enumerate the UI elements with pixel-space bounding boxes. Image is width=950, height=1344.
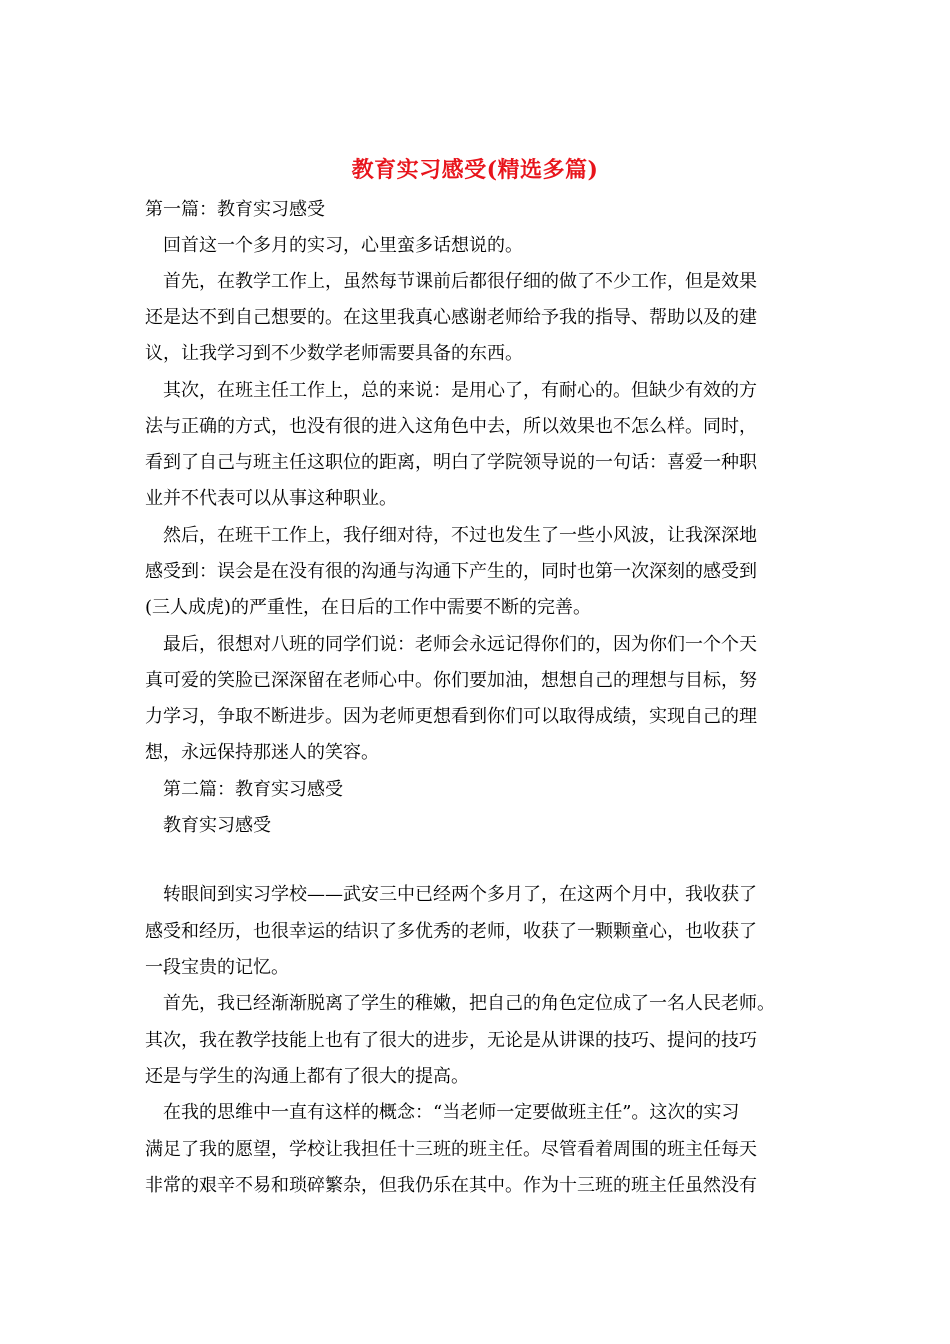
text-line: 法与正确的方式，也没有很的进入这角色中去，所以效果也不怎么样。同时， (145, 416, 757, 437)
text-line: 第一篇：教育实习感受 (145, 199, 325, 220)
text-line: 转眼间到实习学校——武安三中已经两个多月了，在这两个月中，我收获了 (145, 884, 757, 905)
text-line: 首先，在教学工作上，虽然每节课前后都很仔细的做了不少工作，但是效果 (145, 271, 757, 292)
text-line: 感受到：误会是在没有很的沟通与沟通下产生的，同时也第一次深刻的感受到 (145, 561, 757, 582)
section-heading: 第二篇：教育实习感受 (145, 779, 343, 800)
text-line: 真可爱的笑脸已深深留在老师心中。你们要加油，想想自己的理想与目标，努 (145, 670, 757, 691)
text-line: 满足了我的愿望，学校让我担任十三班的班主任。尽管看着周围的班主任每天 (145, 1139, 757, 1160)
text-line: (三人成虎)的严重性，在日后的工作中需要不断的完善。 (145, 597, 592, 618)
text-line: 看到了自己与班主任这职位的距离，明白了学院领导说的一句话：喜爱一种职 (145, 452, 757, 473)
section-subheading: 教育实习感受 (145, 815, 271, 836)
text-line: 在我的思维中一直有这样的概念：“当老师一定要做班主任”。这次的实习 (145, 1102, 740, 1123)
text-line: 最后，很想对八班的同学们说：老师会永远记得你们的，因为你们一个个天 (145, 634, 757, 655)
text-line: 其次，我在教学技能上也有了很大的进步，无论是从讲课的技巧、提问的技巧 (145, 1030, 757, 1051)
text-line: 回首这一个多月的实习，心里蛮多话想说的。 (145, 235, 523, 256)
text-line: 还是达不到自己想要的。在这里我真心感谢老师给予我的指导、帮助以及的建 (145, 307, 757, 328)
text-line: 然后，在班干工作上，我仔细对待，不过也发生了一些小风波，让我深深地 (145, 525, 757, 546)
text-line: 其次，在班主任工作上，总的来说：是用心了，有耐心的。但缺少有效的方 (145, 380, 757, 401)
text-line: 感受和经历，也很幸运的结识了多优秀的老师，收获了一颗颗童心，也收获了 (145, 921, 757, 942)
text-line: 还是与学生的沟通上都有了很大的提高。 (145, 1066, 469, 1087)
text-line: 议，让我学习到不少数学老师需要具备的东西。 (145, 343, 523, 364)
text-line: 业并不代表可以从事这种职业。 (145, 488, 397, 509)
text-line: 非常的艰辛不易和琐碎繁杂，但我仍乐在其中。作为十三班的班主任虽然没有 (145, 1175, 757, 1196)
text-line: 一段宝贵的记忆。 (145, 957, 289, 978)
text-line: 想，永远保持那迷人的笑容。 (145, 742, 379, 763)
text-line: 力学习，争取不断进步。因为老师更想看到你们可以取得成绩，实现自己的理 (145, 706, 757, 727)
text-line: 首先，我已经渐渐脱离了学生的稚嫩，把自己的角色定位成了一名人民老师。 (145, 993, 775, 1014)
document-title: 教育实习感受(精选多篇) (351, 157, 599, 183)
